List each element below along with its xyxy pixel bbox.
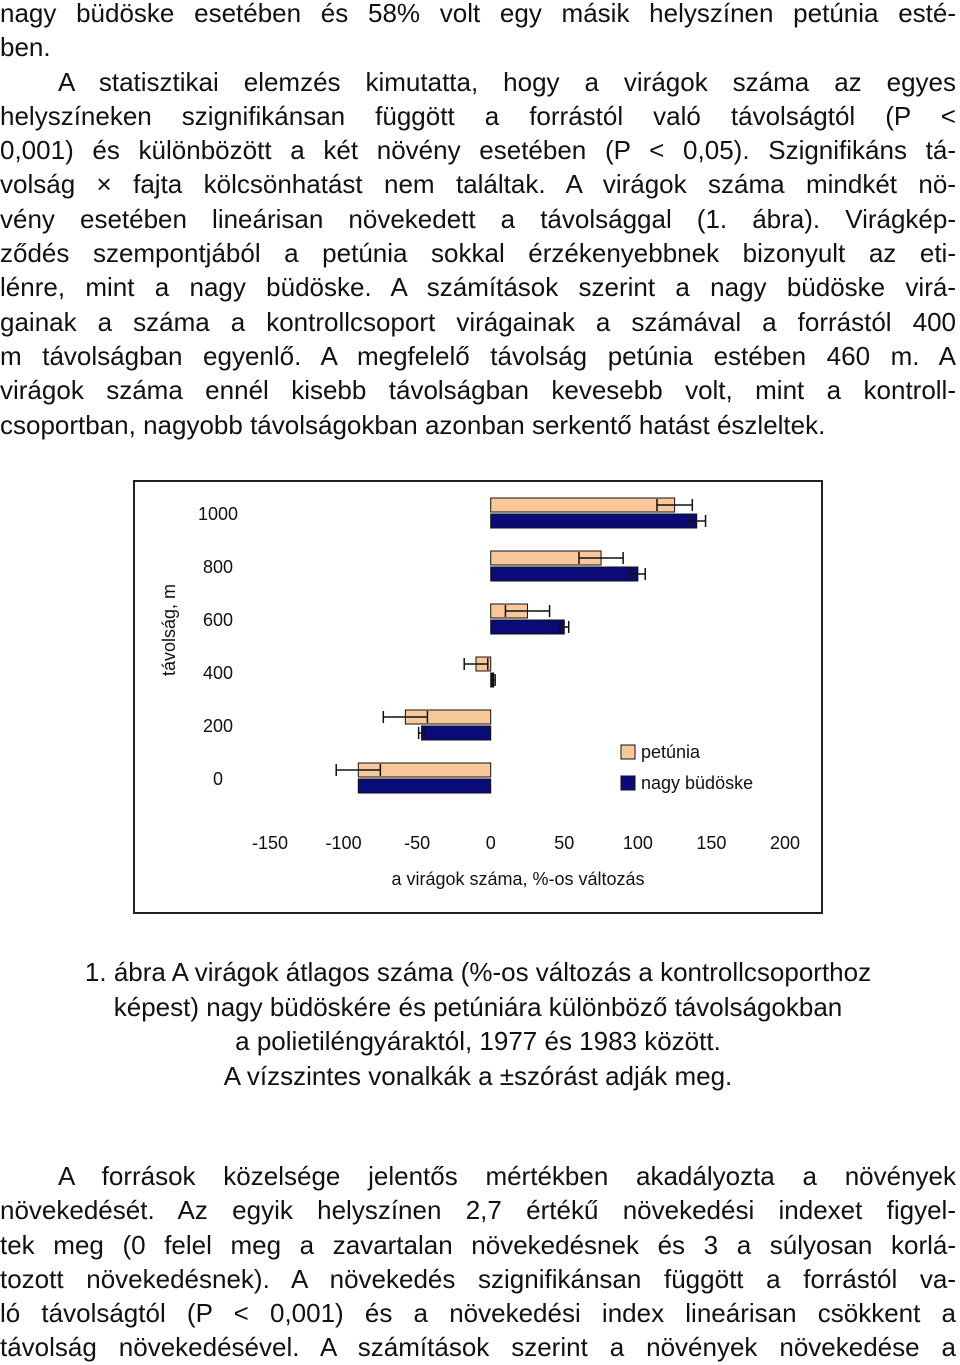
bar-nagy-budoske (491, 620, 565, 634)
y-tick-label: 1000 (197, 504, 239, 524)
legend-label: nagy büdöske (641, 773, 754, 793)
paragraph-top-line: nagy büdöske esetében és 58% volt egy másik helyszínen petúnia esté- (0, 0, 956, 28)
paragraph-top-line: helyszíneken szignifikánsan függött a forrástól való távolságtól (P < (0, 100, 956, 131)
x-tick-label: 200 (769, 833, 801, 853)
bar-petunia (491, 498, 675, 512)
paragraph-top-line: ződés szempontjából a petúnia sokkal érzékenyebbnek bizonyult az eti- (0, 238, 956, 269)
y-tick-label: 400 (202, 663, 234, 683)
bar-chart (133, 480, 823, 914)
paragraph-bottom-line: tozott növekedésnek). A növekedés szignifikánsan függött a forrástól va- (0, 1263, 956, 1294)
x-tick-label: -150 (251, 833, 289, 853)
bar-nagy-budoske (422, 726, 491, 740)
paragraph-top-line: ben. (0, 32, 51, 63)
y-tick-label: 0 (212, 769, 224, 789)
legend-label: petúnia (641, 742, 701, 762)
paragraph-top-line: 0,001) és különbözött a két növény esetében (P < 0,05). Szignifikáns tá- (0, 135, 956, 166)
paragraph-top-line: volság × fajta kölcsönhatást nem találtak. A virágok száma mindkét nö- (0, 169, 956, 200)
paragraph-bottom-line: növekedését. Az egyik helyszínen 2,7 értékű növekedési indexet figyel- (0, 1195, 956, 1226)
paragraph-top-line: gainak a száma a kontrollcsoport virágainak a számával a forrástól 400 (0, 306, 956, 337)
x-axis-label: a virágok száma, %-os változás (391, 869, 645, 889)
caption-line: A vízszintes vonalkák a ±szórást adják meg. (223, 1060, 733, 1091)
paragraph-top-line: m távolságban egyenlő. A megfelelő távolság petúnia estében 460 m. A (0, 340, 956, 371)
x-tick-label: -50 (404, 833, 431, 853)
paragraph-top-line: lénre, mint a nagy büdöske. A számítások szerint a nagy büdöske virá- (0, 272, 956, 303)
legend-swatch (621, 776, 635, 790)
figure-caption (0, 955, 956, 1093)
y-tick-label: 200 (202, 716, 234, 736)
x-tick-label: 150 (696, 833, 727, 853)
bar-nagy-budoske (491, 567, 638, 581)
paragraph-top-line: csoportban, nagyobb távolságokban azonban serkentő hatást észleltek. (0, 409, 826, 440)
paragraph-bottom-line: tek meg (0 felel meg a zavartalan növekedésnek és 3 a súlyosan korlá- (0, 1229, 956, 1260)
body-paragraph-top (0, 0, 956, 442)
paragraph-top-line: A statisztikai elemzés kimutatta, hogy a virágok száma az egyes (58, 66, 956, 97)
paragraph-bottom-line: távolság növekedésével. A számítások szerint a növények növekedése a (0, 1332, 956, 1363)
x-tick-label: 0 (485, 833, 496, 853)
bar-nagy-budoske (358, 779, 490, 793)
bar-nagy-budoske (491, 514, 697, 528)
x-tick-label: -100 (325, 833, 362, 853)
legend-swatch (621, 745, 635, 759)
caption-line: képest) nagy büdöskére és petúniára különböző távolságokban (113, 991, 843, 1022)
paragraph-bottom-line: A források közelsége jelentős mértékben akadályozta a növények (58, 1161, 956, 1191)
paragraph-top-line: vény esetében lineárisan növekedett a távolsággal (1. ábra). Virágkép- (0, 203, 956, 234)
body-paragraph-bottom (0, 1159, 956, 1365)
caption-line: 1. ábra A virágok átlagos száma (%-os változás a kontrollcsoporthoz (84, 957, 872, 987)
figure-1-chart (133, 480, 823, 914)
x-tick-label: 100 (622, 833, 653, 853)
paragraph-top-line: virágok száma ennél kisebb távolságban kevesebb volt, mint a kontroll- (0, 375, 956, 406)
y-tick-label: 800 (202, 557, 234, 577)
x-tick-label: 50 (554, 833, 575, 853)
y-axis-label: távolság, m (159, 583, 179, 677)
caption-line: a polietiléngyáraktól, 1977 és 1983 között. (235, 1026, 721, 1057)
y-tick-label: 600 (202, 610, 234, 630)
paragraph-bottom-line: ló távolságtól (P < 0,001) és a növekedési index lineárisan csökkent a (0, 1298, 956, 1329)
